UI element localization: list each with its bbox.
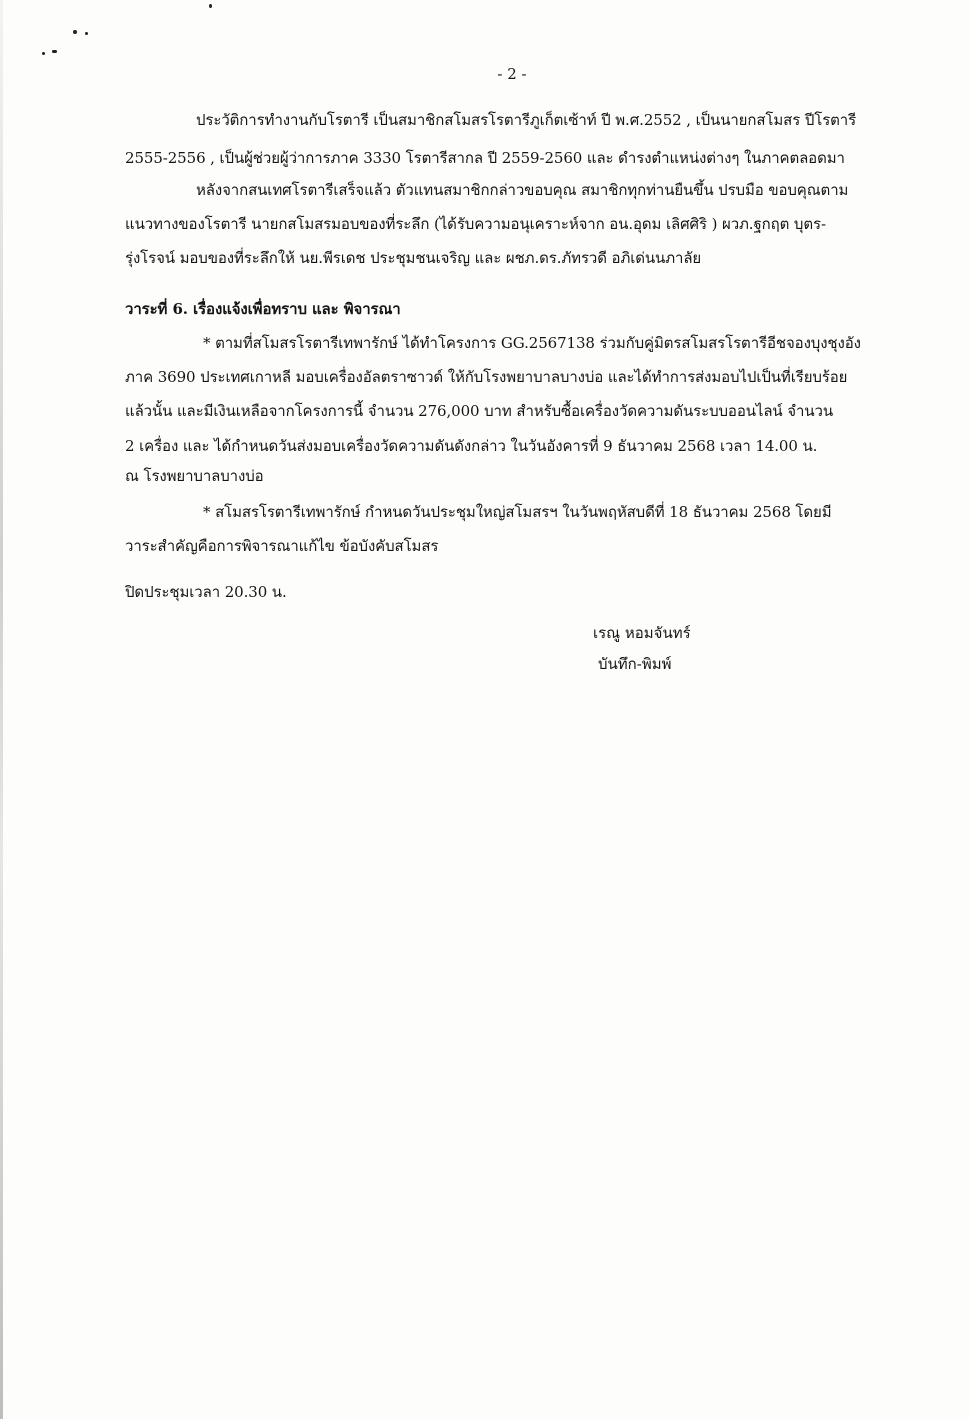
history-line-1: ประวัติการทำงานกับโรตารี เป็นสมาชิกสโมสรโรตารีภูเก็ตเซ้าท์ ปี พ.ศ.2552 , เป็นนายกสโมสร ปีโรตารี: [196, 111, 857, 129]
agenda-6-item-2-line-1: * สโมสรโรตารีเทพารักษ์ กำหนดวันประชุมใหญ่สโมสรฯ ในวันพฤหัสบดีที่ 18 ธันวาคม 2568 โดยมี: [203, 503, 832, 521]
agenda-6-item-1-line-4: 2 เครื่อง และ ได้กำหนดวันส่งมอบเครื่องวัดความดันดังกล่าว ในวันอังคารที่ 9 ธันวาคม 2568 เวลา 14.00 น.: [125, 437, 818, 455]
scan-speck: [85, 32, 88, 35]
agenda-6-item-2-line-2: วาระสำคัญคือการพิจารณาแก้ไข ข้อบังคับสโมสร: [125, 537, 439, 555]
recorder-role: บันทึก-พิมพ์: [598, 655, 672, 673]
meeting-closing-time: ปิดประชุมเวลา 20.30 น.: [125, 583, 287, 601]
thanks-line-2: แนวทางของโรตารี นายกสโมสรมอบของที่ระลึก (ได้รับความอนุเคราะห์จาก อน.อุดม เลิศศิริ ) ผวภ.ฐกฤต บุตร-: [125, 215, 826, 233]
scan-speck: [209, 4, 212, 8]
thanks-line-3: รุ่งโรจน์ มอบของที่ระลึกให้ นย.พีรเดช ประชุมชนเจริญ และ ผชภ.ดร.ภัทรวดี อภิเด่นนภาลัย: [125, 249, 702, 267]
agenda-6-heading: วาระที่ 6. เรื่องแจ้งเพื่อทราบ และ พิจารณา: [125, 300, 401, 318]
agenda-6-item-1-line-2: ภาค 3690 ประเทศเกาหลี มอบเครื่องอัลตราซาวด์ ให้กับโรงพยาบาลบางบ่อ และได้ทำการส่งมอบไปเป็นที่เรียบร้อย: [125, 368, 848, 386]
agenda-6-item-1-line-3: แล้วนั้น และมีเงินเหลือจากโครงการนี้ จำนวน 276,000 บาท สำหรับซื้อเครื่องวัดความดันระบบออนไลน์ จำนวน: [125, 402, 833, 420]
scan-speck: [42, 52, 45, 55]
page-number: - 2 -: [497, 65, 527, 83]
agenda-6-item-1-line-1: * ตามที่สโมสรโรตารีเทพารักษ์ ได้ทำโครงการ GG.2567138 ร่วมกับคู่มิตรสโมสรโรตารีอีชจองบุงชุงอัง: [203, 334, 861, 352]
agenda-6-item-1-line-5: ณ โรงพยาบาลบางบ่อ: [125, 467, 264, 485]
recorder-name: เรณู หอมจันทร์: [593, 624, 691, 642]
history-line-2: 2555-2556 , เป็นผู้ช่วยผู้ว่าการภาค 3330 โรตารีสากล ปี 2559-2560 และ ดำรงตำแหน่งต่างๆ ในภาคตลอดมา: [125, 149, 845, 167]
thanks-line-1: หลังจากสนเทศโรตารีเสร็จแล้ว ตัวแทนสมาชิกกล่าวขอบคุณ สมาชิกทุกท่านยืนขึ้น ปรบมือ ขอบคุณตาม: [196, 181, 849, 199]
scan-speck: [73, 30, 77, 34]
scan-speck: [52, 50, 57, 53]
scan-edge-shadow: [0, 0, 3, 1419]
